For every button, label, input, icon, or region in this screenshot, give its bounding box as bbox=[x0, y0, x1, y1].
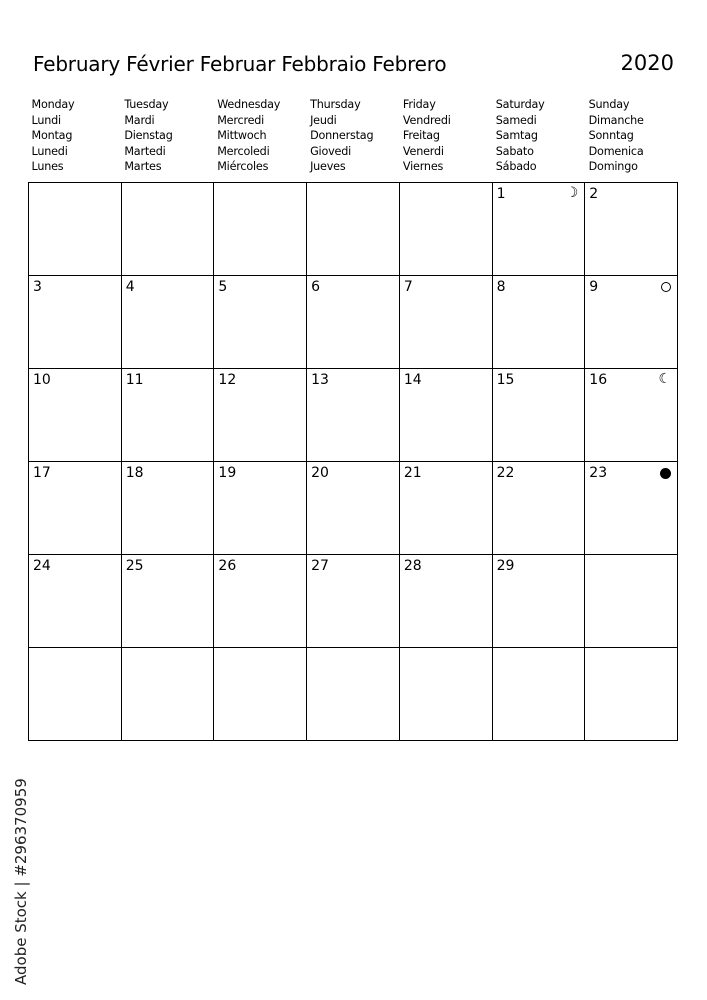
day-number: 4 bbox=[125, 279, 135, 295]
day-cell bbox=[214, 648, 307, 741]
weekday-column bbox=[403, 97, 495, 175]
day-number: 13 bbox=[311, 372, 329, 388]
day-cell bbox=[400, 369, 493, 462]
day-number: 3 bbox=[33, 279, 42, 295]
weekday-name: Mercredi bbox=[217, 113, 265, 127]
day-number: 8 bbox=[496, 279, 506, 295]
weekday-name: Freitag bbox=[402, 129, 440, 142]
day-number: 20 bbox=[311, 465, 329, 481]
weekday-name: Miércoles bbox=[217, 160, 269, 173]
weekday-name: Jueves bbox=[310, 160, 346, 173]
weekday-name: Sonntag bbox=[588, 129, 634, 142]
day-number: 11 bbox=[125, 372, 144, 388]
weekday-name: Lunes bbox=[31, 160, 64, 173]
weekday-column bbox=[32, 97, 124, 175]
weekday-name: Wednesday bbox=[217, 98, 281, 111]
first-quarter-moon-icon: ☽ bbox=[565, 185, 579, 201]
weekday-name: Tuesday bbox=[124, 98, 169, 111]
day-cell bbox=[493, 462, 586, 555]
weekday-name: Thursday bbox=[310, 98, 361, 111]
weekday-column bbox=[217, 97, 309, 175]
day-cell bbox=[214, 369, 307, 462]
stock-id-label: Adobe Stock | #296370959 bbox=[12, 778, 30, 985]
day-cell bbox=[29, 276, 122, 369]
calendar-year: 2020 bbox=[620, 51, 674, 75]
day-cell bbox=[400, 183, 493, 276]
weekday-name: Martes bbox=[124, 160, 162, 173]
day-cell bbox=[29, 183, 122, 276]
day-number: 2 bbox=[589, 186, 599, 202]
weekday-column bbox=[310, 97, 402, 175]
weekday-name: Jeudi bbox=[310, 113, 337, 127]
day-cell bbox=[493, 648, 586, 741]
weekday-headers bbox=[31, 97, 681, 177]
weekday-name: Venerdi bbox=[402, 144, 444, 158]
day-cell bbox=[400, 462, 493, 555]
day-cell bbox=[307, 276, 400, 369]
weekday-column bbox=[124, 97, 216, 175]
day-cell bbox=[493, 369, 586, 462]
day-number: 18 bbox=[125, 465, 144, 481]
calendar-title: February Février Februar Febbraio Febrero bbox=[33, 52, 447, 76]
day-number: 17 bbox=[33, 465, 51, 481]
weekday-name: Montag bbox=[31, 129, 73, 142]
day-number: 14 bbox=[403, 372, 422, 388]
day-cell bbox=[400, 276, 493, 369]
calendar-grid bbox=[28, 182, 678, 741]
full-moon-icon bbox=[661, 282, 671, 292]
day-number: 25 bbox=[125, 558, 144, 574]
day-number: 26 bbox=[218, 558, 237, 574]
weekday-name: Monday bbox=[31, 98, 75, 111]
day-cell bbox=[29, 462, 122, 555]
day-number: 6 bbox=[311, 279, 321, 295]
weekday-name: Mardi bbox=[124, 113, 155, 127]
weekday-name: Samedi bbox=[495, 113, 537, 127]
day-cell bbox=[400, 555, 493, 648]
day-cell bbox=[29, 555, 122, 648]
weekday-name: Saturday bbox=[495, 98, 545, 111]
new-moon-icon bbox=[660, 468, 671, 479]
weekday-name: Friday bbox=[402, 98, 436, 111]
day-cell bbox=[585, 555, 678, 648]
day-number: 16 bbox=[589, 372, 608, 388]
day-number: 24 bbox=[33, 558, 51, 574]
weekday-name: Donnerstag bbox=[310, 129, 374, 142]
day-number: 7 bbox=[403, 279, 413, 295]
day-cell bbox=[585, 369, 678, 462]
day-cell bbox=[585, 183, 678, 276]
weekday-column bbox=[589, 97, 681, 175]
day-cell bbox=[585, 276, 678, 369]
weekday-name: Dimanche bbox=[588, 113, 644, 127]
day-cell bbox=[307, 555, 400, 648]
day-cell bbox=[122, 183, 215, 276]
day-number: 21 bbox=[403, 465, 422, 481]
weekday-name: Lunedi bbox=[31, 144, 68, 158]
day-cell bbox=[122, 276, 215, 369]
day-cell bbox=[585, 462, 678, 555]
day-number: 12 bbox=[218, 372, 237, 388]
weekday-name: Giovedi bbox=[310, 144, 351, 158]
day-number: 28 bbox=[403, 558, 422, 574]
day-cell bbox=[493, 555, 586, 648]
weekday-name: Viernes bbox=[402, 160, 444, 173]
weekday-name: Dienstag bbox=[124, 129, 173, 142]
day-cell bbox=[122, 648, 215, 741]
weekday-name: Vendredi bbox=[402, 113, 451, 127]
day-number: 9 bbox=[589, 279, 599, 295]
day-cell bbox=[493, 183, 586, 276]
day-number: 29 bbox=[496, 558, 515, 574]
day-cell bbox=[585, 648, 678, 741]
day-cell bbox=[307, 462, 400, 555]
day-number: 15 bbox=[496, 372, 515, 388]
day-number: 1 bbox=[496, 186, 506, 202]
weekday-name: Mittwoch bbox=[217, 129, 267, 142]
weekday-name: Mercoledi bbox=[217, 144, 270, 158]
day-cell bbox=[29, 369, 122, 462]
day-number: 27 bbox=[311, 558, 329, 574]
day-cell bbox=[493, 276, 586, 369]
day-number: 10 bbox=[33, 372, 51, 388]
weekday-name: Martedi bbox=[124, 144, 166, 158]
day-cell bbox=[122, 369, 215, 462]
day-cell bbox=[29, 648, 122, 741]
weekday-column bbox=[496, 97, 588, 175]
day-cell bbox=[214, 276, 307, 369]
day-cell bbox=[214, 183, 307, 276]
day-number: 5 bbox=[218, 279, 228, 295]
day-cell bbox=[122, 555, 215, 648]
weekday-name: Domingo bbox=[588, 160, 638, 173]
weekday-name: Sunday bbox=[588, 98, 630, 111]
day-cell bbox=[307, 183, 400, 276]
last-quarter-moon-icon: ☾ bbox=[658, 371, 671, 387]
day-cell bbox=[214, 555, 307, 648]
weekday-name: Sabato bbox=[495, 144, 534, 158]
day-cell bbox=[122, 462, 215, 555]
day-cell bbox=[214, 462, 307, 555]
weekday-name: Domenica bbox=[588, 144, 644, 158]
weekday-name: Samtag bbox=[495, 129, 538, 142]
day-number: 19 bbox=[218, 465, 237, 481]
day-cell bbox=[307, 648, 400, 741]
weekday-name: Sábado bbox=[495, 160, 537, 173]
weekday-name: Lundi bbox=[31, 113, 61, 127]
day-cell bbox=[307, 369, 400, 462]
day-number: 23 bbox=[589, 465, 608, 481]
day-number: 22 bbox=[496, 465, 515, 481]
day-cell bbox=[400, 648, 493, 741]
